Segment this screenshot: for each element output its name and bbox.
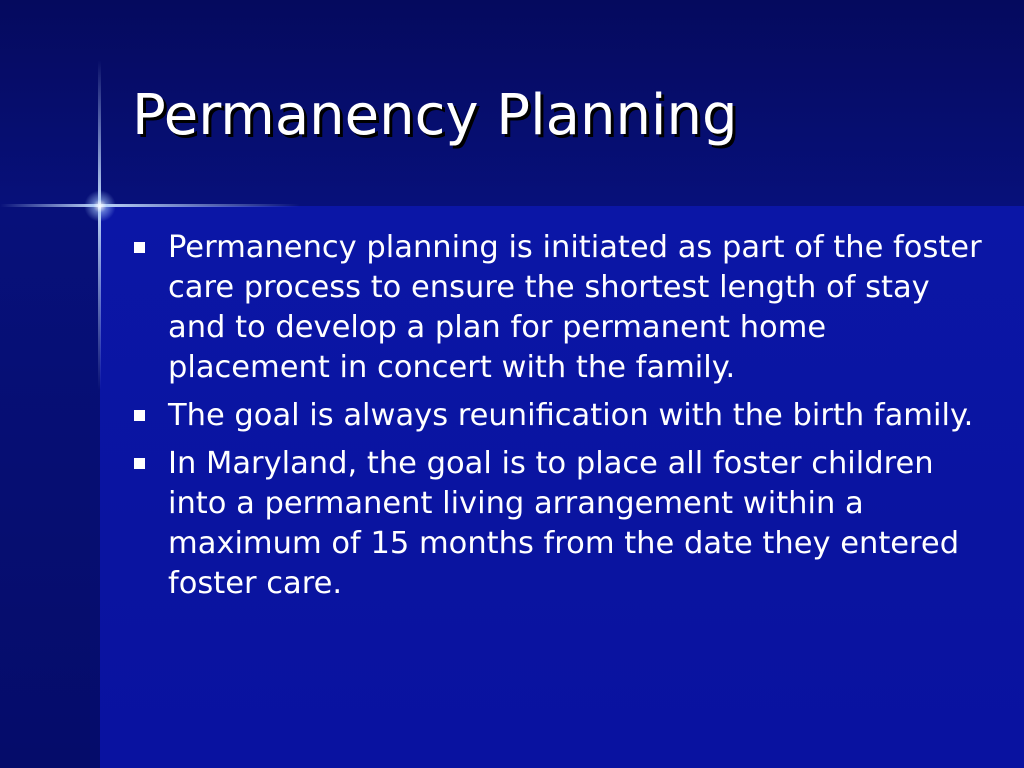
left-band: [0, 206, 100, 768]
bullet-item-3: [132, 444, 982, 604]
square-bullet-icon: [134, 410, 145, 421]
flare-vertical-line: [98, 60, 101, 390]
square-bullet-icon: [134, 242, 145, 253]
bullet-text-2: The goal is always reunification with the birth family.: [168, 398, 974, 433]
slide-title: Permanency Planning: [132, 83, 738, 148]
square-bullet-icon: [134, 458, 145, 469]
flare-glow: [84, 190, 116, 222]
bullet-text-1: Permanency planning is initiated as part of the foster care process to ensure the shortest length of stay and to develop a plan for permanent home placement in concert with the family.: [168, 230, 982, 385]
flare-horizontal-line: [0, 204, 300, 207]
bullet-item-2: [132, 396, 982, 436]
bullet-text-3: In Maryland, the goal is to place all foster children into a permanent living arrangement within a maximum of 15 months from the date they entered foster care.: [168, 446, 960, 601]
bullet-item-1: [132, 228, 982, 388]
bullet-list: [132, 228, 982, 612]
